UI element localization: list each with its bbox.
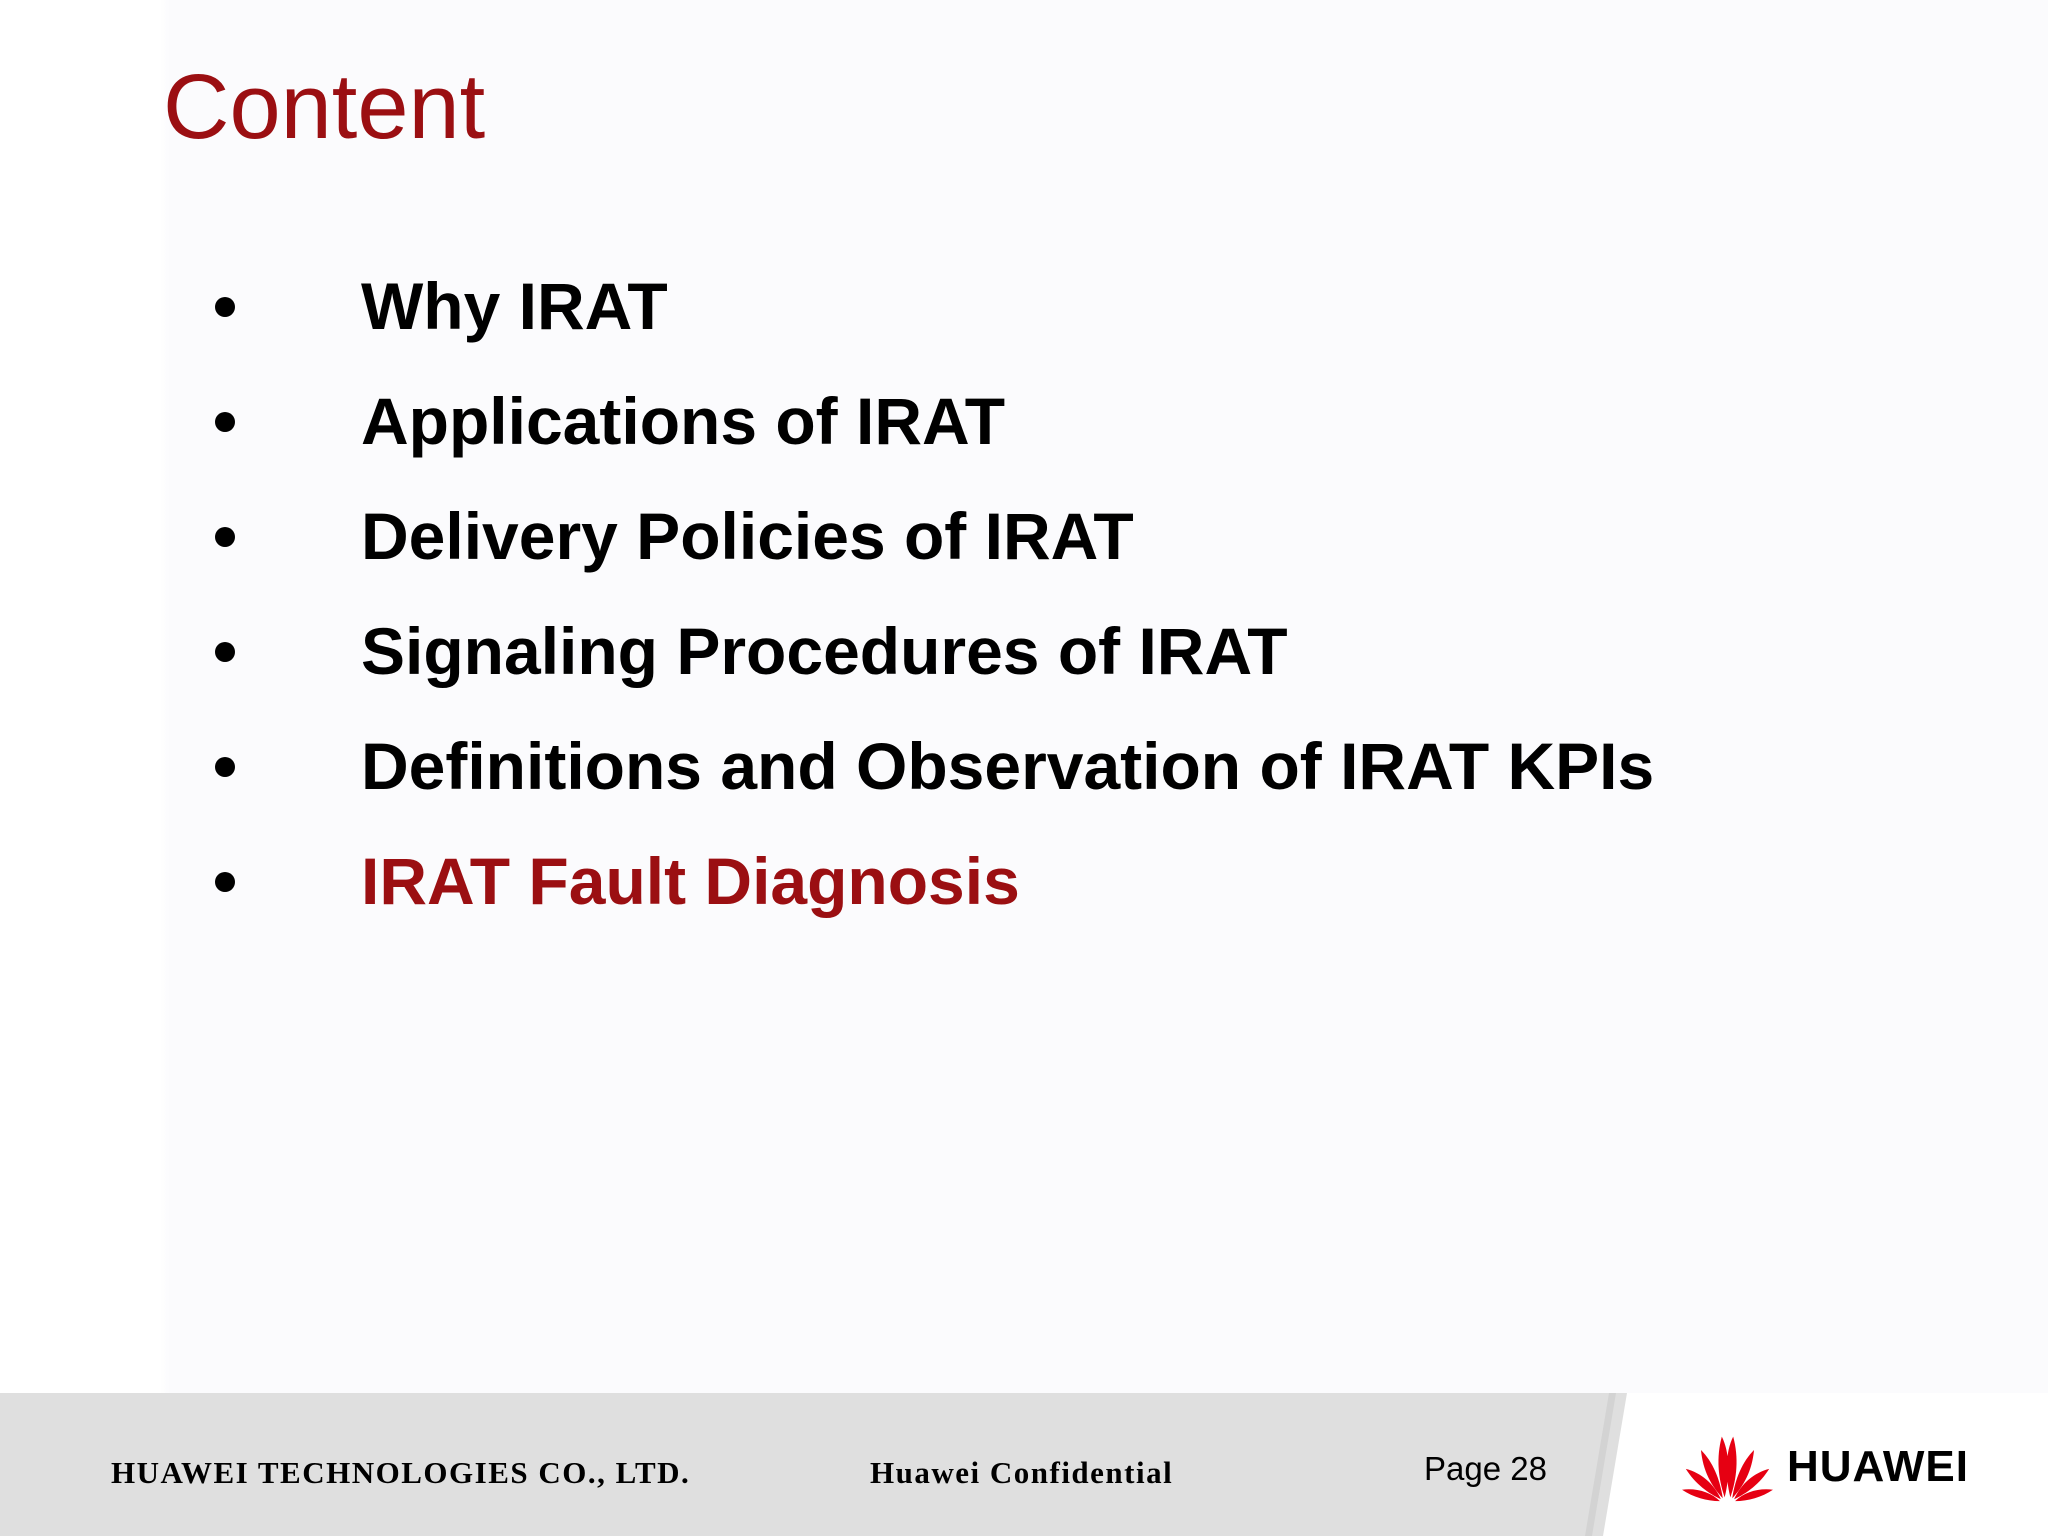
footer-company-name: HUAWEI TECHNOLOGIES CO., LTD. bbox=[111, 1455, 691, 1490]
bullet-dot-icon bbox=[215, 527, 235, 547]
bullet-dot-icon bbox=[215, 412, 235, 432]
bullet-dot-icon bbox=[215, 297, 235, 317]
bullet-dot-icon bbox=[215, 757, 235, 777]
huawei-petal-logo-icon bbox=[1680, 1431, 1775, 1503]
agenda-item-label: Applications of IRAT bbox=[361, 384, 1006, 458]
agenda-item-label-current: IRAT Fault Diagnosis bbox=[361, 844, 1020, 918]
agenda-item-label: Why IRAT bbox=[361, 269, 668, 343]
bullet-dot-icon bbox=[215, 872, 235, 892]
agenda-item-label: Delivery Policies of IRAT bbox=[361, 499, 1134, 573]
agenda-item-label: Definitions and Observation of IRAT KPIs bbox=[361, 729, 1655, 803]
huawei-logo bbox=[1680, 1431, 1969, 1503]
footer-confidential-label: Huawei Confidential bbox=[870, 1455, 1174, 1490]
huawei-logo-text: HUAWEI bbox=[1787, 1442, 1969, 1491]
agenda-item-label: Signaling Procedures of IRAT bbox=[361, 614, 1288, 688]
slide-title: Content bbox=[163, 56, 486, 158]
page-number: Page 28 bbox=[1424, 1450, 1547, 1487]
bullet-dot-icon bbox=[215, 642, 235, 662]
